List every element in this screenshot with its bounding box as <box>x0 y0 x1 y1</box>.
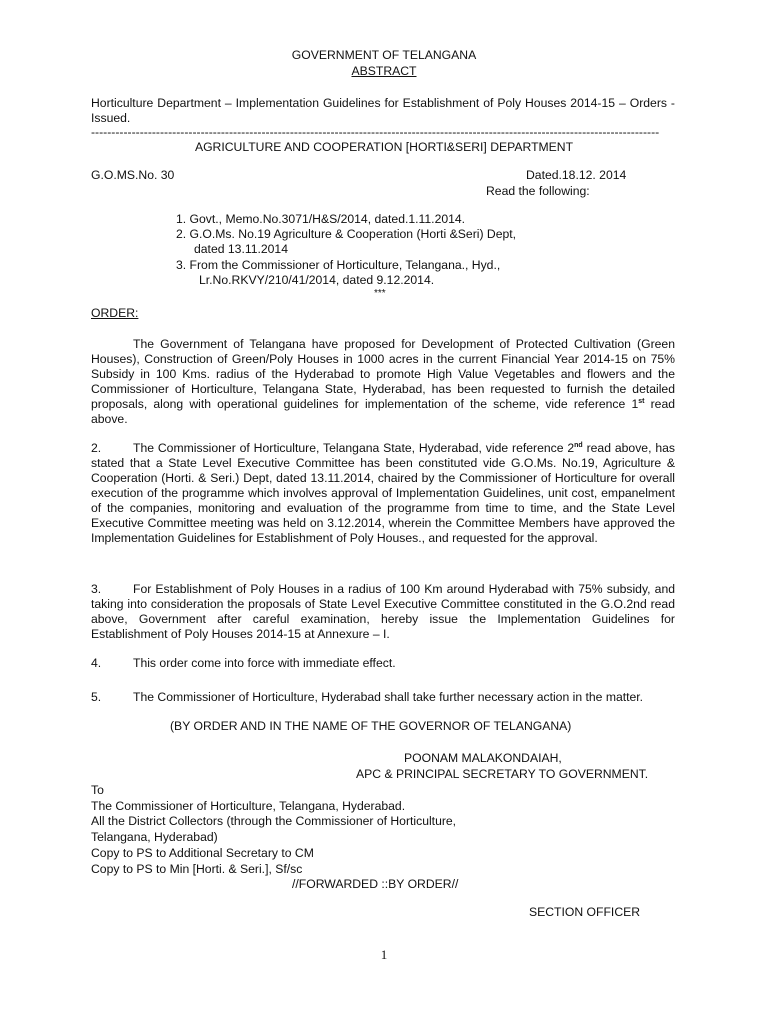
paragraph-1-text: The Government of Telangana have proposed for Development of Protected Cultivation (Green Houses), Construction of Green/Poly Houses in 1000 acres in the current Financial Year 2014-15 on 75% Subsidy in 100 Kms. radius of the Hyderabad to promote High Value Vegetables and flowers and the Commissioner of Horticulture, Telangana State, Hyderabad, has been requested to furnish the detailed proposals, along with operational guidelines for implementation of the scheme, vide reference 1 <box>91 337 675 411</box>
paragraph-5-text: The Commissioner of Horticulture, Hyderabad shall take further necessary action in the matter. <box>133 690 644 704</box>
paragraph-5 <box>91 690 675 705</box>
paragraph-5-number: 5. <box>91 690 102 704</box>
page-number: 1 <box>380 947 388 962</box>
forwarded-line: //FORWARDED ::BY ORDER// <box>292 877 459 891</box>
paragraph-3-number: 3. <box>91 582 102 596</box>
separator-line: -------------------------------------------------------------------------------------------------------------------------------------------- <box>91 125 660 139</box>
read-following: Read the following: <box>486 184 590 198</box>
paragraph-1 <box>91 337 675 427</box>
signatory-title: APC & PRINCIPAL SECRETARY TO GOVERNMENT. <box>356 767 649 781</box>
paragraph-3-text: For Establishment of Poly Houses in a radius of 100 Km around Hyderabad with 75% subsidy, and taking into consideration the proposals of State Level Executive Committee constituted in the G.O.2nd read above, Government after careful examination, hereby issue the Implementation Guidelines for Establishment of Poly Houses 2014-15 at Annexure – I. <box>91 582 675 641</box>
go-date: Dated.18.12. 2014 <box>526 168 627 182</box>
paragraph-4-number: 4. <box>91 656 102 670</box>
paragraph-1-tail: read above. <box>91 397 675 426</box>
section-officer: SECTION OFFICER <box>529 905 641 919</box>
paragraph-2 <box>91 441 675 546</box>
paragraph-2-number: 2. <box>91 441 102 455</box>
distribution-line-4: Copy to PS to Additional Secretary to CM <box>91 846 314 860</box>
order-heading: ORDER: <box>91 306 139 320</box>
distribution-line-1: The Commissioner of Horticulture, Telangana, Hyderabad. <box>91 799 406 813</box>
abstract-heading: ABSTRACT <box>351 64 417 78</box>
subject-line: Horticulture Department – Implementation Guidelines for Establishment of Poly Houses 2014-15 – Orders - Issued. <box>91 96 675 125</box>
reference-2: 2. G.O.Ms. No.19 Agriculture & Cooperation (Horti &Seri) Dept, <box>176 227 517 241</box>
paragraph-2-sup: nd <box>574 441 583 449</box>
reference-3: 3. From the Commissioner of Horticulture, Telangana., Hyd., <box>176 258 501 272</box>
reference-1: 1. Govt., Memo.No.3071/H&S/2014, dated.1.11.2014. <box>176 212 466 226</box>
paragraph-2-tail: read above, has stated that a State Level Executive Committee has been constituted vide G.O.Ms. No.19, Agriculture & Cooperation (Horti. & Seri.) Dept, dated 13.11.2014, chaired by the Commissioner of Horticulture for overall execution of the programme which involves approval of Implementation Guidelines, unit cost, empanelment of the companies, monitoring and evaluation of the programme from time to time, and the State Level Executive Committee meeting was held on 3.12.2014, wherein the Committee Members have approved the Implementation Guidelines for Establishment of Poly Houses., and requested for the approval. <box>91 441 675 545</box>
paragraph-4 <box>91 656 675 671</box>
by-order-line: (BY ORDER AND IN THE NAME OF THE GOVERNOR OF TELANGANA) <box>170 719 572 733</box>
signatory-name: POONAM MALAKONDAIAH, <box>404 751 562 765</box>
government-heading: GOVERNMENT OF TELANGANA <box>291 48 477 62</box>
paragraph-2-text: The Commissioner of Horticulture, Telangana State, Hyderabad, vide reference 2 <box>133 441 575 455</box>
department-heading: AGRICULTURE AND COOPERATION [HORTI&SERI] DEPARTMENT <box>194 140 574 154</box>
distribution-line-3: Telangana, Hyderabad) <box>91 830 218 844</box>
reference-2-date: dated 13.11.2014 <box>194 242 288 256</box>
go-number: G.O.MS.No. 30 <box>91 168 175 182</box>
distribution-to: To <box>91 783 104 797</box>
distribution-line-5: Copy to PS to Min [Horti. & Seri.], Sf/sc <box>91 862 303 876</box>
paragraph-1-sup: st <box>638 397 645 405</box>
reference-3-letter: Lr.No.RKVY/210/41/2014, dated 9.12.2014. <box>199 273 435 287</box>
distribution-line-2: All the District Collectors (through the Commissioner of Horticulture, <box>91 814 457 828</box>
paragraph-4-text: This order come into force with immediate effect. <box>133 656 396 670</box>
stars-separator: *** <box>374 288 386 299</box>
paragraph-3 <box>91 582 675 642</box>
